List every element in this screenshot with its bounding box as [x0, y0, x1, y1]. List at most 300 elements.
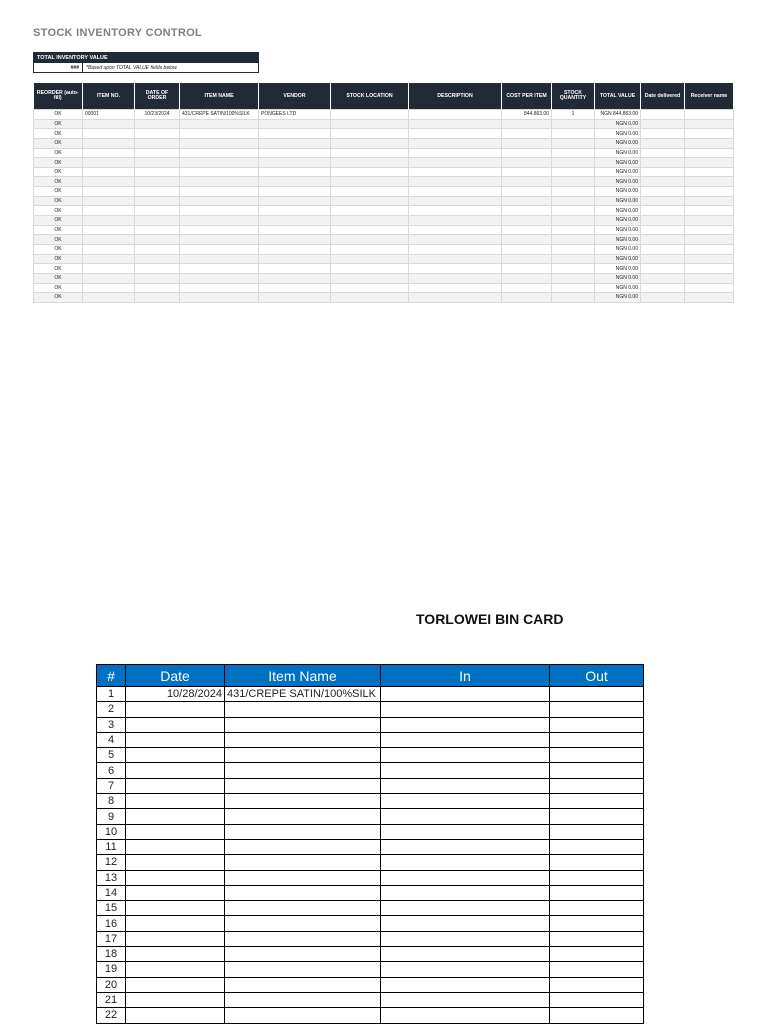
inventory-cell[interactable]: 00001 [83, 110, 135, 120]
inventory-cell[interactable] [83, 216, 135, 226]
inventory-cell[interactable] [135, 244, 180, 254]
inventory-cell[interactable]: NGN 0.00 [595, 216, 641, 226]
inventory-cell[interactable] [552, 293, 595, 303]
inventory-cell[interactable] [685, 264, 734, 274]
inventory-cell[interactable] [83, 244, 135, 254]
bin-cell[interactable] [381, 931, 550, 946]
inventory-cell[interactable] [502, 273, 552, 283]
inventory-cell[interactable] [502, 167, 552, 177]
inventory-cell[interactable] [83, 283, 135, 293]
inventory-cell[interactable] [180, 254, 259, 264]
bin-cell[interactable] [225, 885, 381, 900]
inventory-cell[interactable] [685, 235, 734, 245]
bin-cell[interactable] [550, 916, 644, 931]
inventory-cell[interactable] [259, 148, 331, 158]
inventory-cell[interactable] [641, 273, 685, 283]
inventory-cell[interactable] [409, 187, 502, 197]
inventory-cell[interactable] [409, 158, 502, 168]
inventory-cell[interactable] [180, 283, 259, 293]
bin-cell[interactable] [381, 809, 550, 824]
inventory-cell[interactable] [641, 196, 685, 206]
bin-cell[interactable] [550, 763, 644, 778]
bin-cell[interactable] [381, 687, 550, 702]
inventory-cell[interactable]: NGN 0.00 [595, 273, 641, 283]
inventory-cell[interactable]: 1 [552, 110, 595, 120]
inventory-cell[interactable] [180, 216, 259, 226]
bin-cell[interactable] [225, 824, 381, 839]
inventory-cell[interactable] [502, 293, 552, 303]
inventory-cell[interactable] [180, 206, 259, 216]
inventory-cell[interactable] [685, 138, 734, 148]
inventory-cell[interactable]: OK [34, 177, 83, 187]
inventory-cell[interactable] [331, 138, 409, 148]
bin-cell[interactable] [225, 1008, 381, 1023]
inventory-cell[interactable]: 10/23/2024 [135, 110, 180, 120]
inventory-cell[interactable] [180, 167, 259, 177]
bin-cell[interactable] [550, 855, 644, 870]
inventory-cell[interactable]: NGN 0.00 [595, 167, 641, 177]
inventory-cell[interactable] [685, 244, 734, 254]
inventory-cell[interactable] [502, 216, 552, 226]
bin-cell[interactable] [225, 748, 381, 763]
bin-cell[interactable] [550, 732, 644, 747]
inventory-cell[interactable] [259, 244, 331, 254]
inventory-cell[interactable] [641, 158, 685, 168]
inventory-cell[interactable] [259, 273, 331, 283]
inventory-cell[interactable] [552, 225, 595, 235]
inventory-cell[interactable]: OK [34, 158, 83, 168]
inventory-cell[interactable] [180, 273, 259, 283]
inventory-cell[interactable] [83, 167, 135, 177]
bin-cell[interactable] [381, 916, 550, 931]
inventory-cell[interactable]: NGN 0.00 [595, 158, 641, 168]
inventory-cell[interactable] [180, 264, 259, 274]
inventory-cell[interactable] [83, 119, 135, 129]
bin-cell[interactable] [126, 809, 225, 824]
inventory-cell[interactable]: OK [34, 206, 83, 216]
inventory-cell[interactable] [180, 196, 259, 206]
inventory-cell[interactable] [135, 293, 180, 303]
inventory-cell[interactable]: OK [34, 293, 83, 303]
inventory-cell[interactable] [409, 196, 502, 206]
bin-cell[interactable] [381, 947, 550, 962]
inventory-cell[interactable]: OK [34, 196, 83, 206]
bin-cell[interactable] [550, 901, 644, 916]
inventory-cell[interactable]: PONGEES LTD [259, 110, 331, 120]
inventory-cell[interactable] [83, 158, 135, 168]
bin-cell[interactable] [550, 687, 644, 702]
inventory-cell[interactable] [180, 148, 259, 158]
inventory-cell[interactable] [83, 187, 135, 197]
inventory-cell[interactable] [502, 177, 552, 187]
inventory-cell[interactable] [331, 110, 409, 120]
inventory-cell[interactable] [83, 129, 135, 139]
inventory-cell[interactable] [331, 119, 409, 129]
inventory-cell[interactable] [685, 283, 734, 293]
inventory-cell[interactable]: OK [34, 167, 83, 177]
bin-cell[interactable] [381, 885, 550, 900]
bin-cell[interactable] [126, 855, 225, 870]
inventory-cell[interactable] [409, 110, 502, 120]
bin-cell[interactable] [225, 839, 381, 854]
inventory-cell[interactable] [685, 293, 734, 303]
inventory-cell[interactable] [180, 225, 259, 235]
bin-cell[interactable] [126, 962, 225, 977]
inventory-cell[interactable]: OK [34, 148, 83, 158]
inventory-cell[interactable]: NGN 0.00 [595, 206, 641, 216]
inventory-cell[interactable] [135, 225, 180, 235]
inventory-cell[interactable] [409, 177, 502, 187]
inventory-cell[interactable] [259, 177, 331, 187]
inventory-cell[interactable] [135, 264, 180, 274]
inventory-cell[interactable] [180, 244, 259, 254]
bin-cell[interactable] [126, 717, 225, 732]
inventory-cell[interactable] [552, 216, 595, 226]
inventory-cell[interactable]: NGN 0.00 [595, 138, 641, 148]
inventory-cell[interactable] [259, 264, 331, 274]
bin-cell[interactable] [550, 870, 644, 885]
inventory-cell[interactable] [685, 158, 734, 168]
bin-cell[interactable] [381, 901, 550, 916]
inventory-cell[interactable] [641, 254, 685, 264]
bin-cell[interactable] [381, 977, 550, 992]
bin-cell[interactable] [225, 977, 381, 992]
bin-cell[interactable] [126, 794, 225, 809]
inventory-cell[interactable]: OK [34, 138, 83, 148]
inventory-cell[interactable] [502, 129, 552, 139]
inventory-cell[interactable] [552, 273, 595, 283]
inventory-cell[interactable] [502, 119, 552, 129]
bin-cell[interactable] [381, 748, 550, 763]
inventory-cell[interactable] [409, 225, 502, 235]
bin-cell[interactable] [126, 916, 225, 931]
inventory-cell[interactable] [502, 264, 552, 274]
bin-cell[interactable] [381, 763, 550, 778]
inventory-cell[interactable] [641, 177, 685, 187]
inventory-cell[interactable] [180, 158, 259, 168]
inventory-cell[interactable] [641, 167, 685, 177]
bin-cell[interactable] [225, 717, 381, 732]
inventory-cell[interactable] [409, 138, 502, 148]
inventory-cell[interactable] [502, 187, 552, 197]
inventory-cell[interactable]: OK [34, 254, 83, 264]
inventory-cell[interactable] [641, 216, 685, 226]
inventory-cell[interactable] [641, 129, 685, 139]
inventory-cell[interactable] [180, 235, 259, 245]
inventory-cell[interactable] [259, 158, 331, 168]
inventory-cell[interactable] [331, 196, 409, 206]
inventory-cell[interactable] [331, 129, 409, 139]
inventory-cell[interactable] [409, 129, 502, 139]
bin-cell[interactable] [381, 992, 550, 1007]
inventory-cell[interactable]: NGN 0.00 [595, 119, 641, 129]
inventory-cell[interactable]: OK [34, 119, 83, 129]
inventory-cell[interactable] [331, 216, 409, 226]
bin-cell[interactable] [126, 901, 225, 916]
inventory-cell[interactable] [552, 244, 595, 254]
inventory-cell[interactable]: NGN 0.00 [595, 244, 641, 254]
inventory-cell[interactable] [552, 129, 595, 139]
inventory-cell[interactable]: OK [34, 273, 83, 283]
inventory-cell[interactable]: NGN 0.00 [595, 225, 641, 235]
inventory-cell[interactable] [83, 225, 135, 235]
inventory-cell[interactable] [135, 235, 180, 245]
inventory-cell[interactable] [552, 177, 595, 187]
inventory-cell[interactable] [83, 254, 135, 264]
inventory-cell[interactable] [259, 138, 331, 148]
inventory-cell[interactable] [83, 235, 135, 245]
inventory-cell[interactable] [83, 273, 135, 283]
inventory-cell[interactable] [331, 235, 409, 245]
bin-cell[interactable] [126, 748, 225, 763]
inventory-cell[interactable] [135, 177, 180, 187]
bin-cell[interactable] [126, 732, 225, 747]
inventory-cell[interactable]: OK [34, 235, 83, 245]
inventory-cell[interactable] [135, 254, 180, 264]
inventory-cell[interactable]: NGN 844,863.00 [595, 110, 641, 120]
inventory-cell[interactable] [259, 167, 331, 177]
inventory-cell[interactable] [135, 206, 180, 216]
inventory-cell[interactable]: OK [34, 187, 83, 197]
bin-cell[interactable] [381, 962, 550, 977]
inventory-cell[interactable] [685, 254, 734, 264]
bin-cell[interactable] [225, 992, 381, 1007]
bin-cell[interactable] [126, 839, 225, 854]
inventory-cell[interactable] [552, 138, 595, 148]
inventory-cell[interactable] [259, 283, 331, 293]
bin-cell[interactable] [550, 947, 644, 962]
bin-cell[interactable] [225, 931, 381, 946]
inventory-cell[interactable] [641, 225, 685, 235]
inventory-cell[interactable] [502, 225, 552, 235]
inventory-cell[interactable] [135, 158, 180, 168]
inventory-cell[interactable] [502, 138, 552, 148]
bin-cell[interactable]: 10/28/2024 [126, 687, 225, 702]
inventory-cell[interactable] [685, 148, 734, 158]
bin-cell[interactable] [381, 778, 550, 793]
bin-cell[interactable] [550, 885, 644, 900]
bin-cell[interactable] [126, 763, 225, 778]
inventory-cell[interactable] [641, 119, 685, 129]
inventory-cell[interactable]: NGN 0.00 [595, 148, 641, 158]
inventory-cell[interactable]: 431/CREPE SATIN/100%SILK [180, 110, 259, 120]
bin-cell[interactable] [126, 824, 225, 839]
inventory-cell[interactable] [331, 187, 409, 197]
inventory-cell[interactable] [685, 273, 734, 283]
bin-cell[interactable] [381, 1008, 550, 1023]
inventory-cell[interactable] [135, 148, 180, 158]
inventory-cell[interactable] [135, 216, 180, 226]
inventory-cell[interactable] [409, 283, 502, 293]
inventory-cell[interactable] [331, 273, 409, 283]
bin-cell[interactable] [225, 870, 381, 885]
bin-cell[interactable] [225, 901, 381, 916]
inventory-cell[interactable] [331, 254, 409, 264]
inventory-cell[interactable] [641, 206, 685, 216]
inventory-cell[interactable] [259, 187, 331, 197]
inventory-cell[interactable] [502, 206, 552, 216]
inventory-cell[interactable] [502, 158, 552, 168]
inventory-cell[interactable]: OK [34, 110, 83, 120]
inventory-cell[interactable] [409, 293, 502, 303]
inventory-cell[interactable] [83, 206, 135, 216]
inventory-cell[interactable]: OK [34, 129, 83, 139]
inventory-cell[interactable] [135, 187, 180, 197]
inventory-cell[interactable] [331, 158, 409, 168]
inventory-cell[interactable] [685, 167, 734, 177]
inventory-cell[interactable]: NGN 0.00 [595, 196, 641, 206]
inventory-cell[interactable] [83, 293, 135, 303]
bin-cell[interactable] [550, 702, 644, 717]
inventory-cell[interactable] [259, 206, 331, 216]
inventory-cell[interactable] [552, 235, 595, 245]
inventory-cell[interactable] [502, 148, 552, 158]
inventory-cell[interactable] [180, 293, 259, 303]
inventory-cell[interactable] [259, 254, 331, 264]
inventory-cell[interactable] [641, 293, 685, 303]
bin-cell[interactable] [550, 977, 644, 992]
bin-cell[interactable] [381, 870, 550, 885]
bin-cell[interactable] [550, 824, 644, 839]
inventory-cell[interactable] [409, 254, 502, 264]
inventory-cell[interactable] [83, 177, 135, 187]
inventory-cell[interactable] [641, 244, 685, 254]
inventory-cell[interactable] [409, 235, 502, 245]
inventory-cell[interactable] [135, 283, 180, 293]
inventory-cell[interactable] [641, 235, 685, 245]
bin-cell[interactable] [126, 1008, 225, 1023]
inventory-cell[interactable] [502, 254, 552, 264]
bin-cell[interactable] [381, 732, 550, 747]
bin-cell[interactable] [126, 931, 225, 946]
inventory-cell[interactable] [685, 196, 734, 206]
bin-cell[interactable] [550, 809, 644, 824]
inventory-cell[interactable] [502, 196, 552, 206]
bin-cell[interactable] [550, 931, 644, 946]
inventory-cell[interactable] [331, 244, 409, 254]
bin-cell[interactable] [225, 763, 381, 778]
bin-cell[interactable] [381, 794, 550, 809]
inventory-cell[interactable] [685, 119, 734, 129]
inventory-cell[interactable] [259, 196, 331, 206]
inventory-cell[interactable]: OK [34, 264, 83, 274]
bin-cell[interactable] [381, 855, 550, 870]
inventory-cell[interactable] [331, 283, 409, 293]
inventory-cell[interactable] [552, 119, 595, 129]
inventory-cell[interactable]: NGN 0.00 [595, 235, 641, 245]
inventory-cell[interactable] [135, 129, 180, 139]
total-inventory-value[interactable]: ### [34, 63, 83, 73]
inventory-cell[interactable] [331, 293, 409, 303]
bin-cell[interactable] [225, 794, 381, 809]
inventory-cell[interactable] [409, 119, 502, 129]
inventory-cell[interactable] [135, 167, 180, 177]
inventory-cell[interactable] [552, 196, 595, 206]
bin-cell[interactable] [550, 1008, 644, 1023]
inventory-cell[interactable] [409, 167, 502, 177]
bin-cell[interactable] [225, 778, 381, 793]
bin-cell[interactable] [225, 962, 381, 977]
inventory-cell[interactable] [641, 148, 685, 158]
bin-cell[interactable] [550, 778, 644, 793]
inventory-cell[interactable] [552, 254, 595, 264]
inventory-cell[interactable] [331, 177, 409, 187]
inventory-cell[interactable] [641, 264, 685, 274]
bin-cell[interactable] [550, 992, 644, 1007]
bin-cell[interactable]: 431/CREPE SATIN/100%SILK [225, 687, 381, 702]
inventory-cell[interactable] [685, 129, 734, 139]
inventory-cell[interactable] [502, 235, 552, 245]
bin-cell[interactable] [550, 717, 644, 732]
bin-cell[interactable] [381, 702, 550, 717]
inventory-cell[interactable] [685, 177, 734, 187]
bin-cell[interactable] [225, 855, 381, 870]
inventory-cell[interactable] [685, 110, 734, 120]
inventory-cell[interactable] [552, 264, 595, 274]
inventory-cell[interactable]: OK [34, 283, 83, 293]
inventory-cell[interactable] [641, 283, 685, 293]
inventory-cell[interactable] [502, 283, 552, 293]
inventory-cell[interactable] [641, 138, 685, 148]
inventory-cell[interactable] [259, 119, 331, 129]
inventory-cell[interactable] [409, 264, 502, 274]
inventory-cell[interactable] [83, 196, 135, 206]
inventory-cell[interactable] [552, 148, 595, 158]
inventory-cell[interactable]: NGN 0.00 [595, 283, 641, 293]
inventory-cell[interactable] [409, 148, 502, 158]
bin-cell[interactable] [550, 748, 644, 763]
inventory-cell[interactable] [409, 244, 502, 254]
inventory-cell[interactable] [180, 138, 259, 148]
bin-cell[interactable] [550, 962, 644, 977]
inventory-cell[interactable] [180, 119, 259, 129]
inventory-cell[interactable] [685, 225, 734, 235]
inventory-cell[interactable]: OK [34, 225, 83, 235]
inventory-cell[interactable] [641, 110, 685, 120]
inventory-cell[interactable]: NGN 0.00 [595, 177, 641, 187]
inventory-cell[interactable] [135, 119, 180, 129]
bin-cell[interactable] [126, 992, 225, 1007]
bin-cell[interactable] [225, 916, 381, 931]
inventory-cell[interactable]: OK [34, 244, 83, 254]
bin-cell[interactable] [126, 870, 225, 885]
inventory-cell[interactable] [180, 177, 259, 187]
bin-cell[interactable] [126, 885, 225, 900]
inventory-cell[interactable]: NGN 0.00 [595, 264, 641, 274]
bin-cell[interactable] [381, 717, 550, 732]
inventory-cell[interactable] [409, 273, 502, 283]
inventory-cell[interactable] [331, 225, 409, 235]
inventory-cell[interactable]: NGN 0.00 [595, 254, 641, 264]
inventory-cell[interactable] [259, 235, 331, 245]
inventory-cell[interactable] [331, 206, 409, 216]
inventory-cell[interactable]: OK [34, 216, 83, 226]
inventory-cell[interactable] [83, 148, 135, 158]
inventory-cell[interactable]: NGN 0.00 [595, 129, 641, 139]
inventory-cell[interactable] [685, 216, 734, 226]
inventory-cell[interactable] [685, 206, 734, 216]
inventory-cell[interactable]: 844,863.00 [502, 110, 552, 120]
bin-cell[interactable] [225, 732, 381, 747]
inventory-cell[interactable] [409, 216, 502, 226]
inventory-cell[interactable] [502, 244, 552, 254]
inventory-cell[interactable] [135, 273, 180, 283]
inventory-cell[interactable] [331, 167, 409, 177]
bin-cell[interactable] [550, 794, 644, 809]
bin-cell[interactable] [225, 702, 381, 717]
inventory-cell[interactable] [83, 264, 135, 274]
inventory-cell[interactable] [135, 196, 180, 206]
